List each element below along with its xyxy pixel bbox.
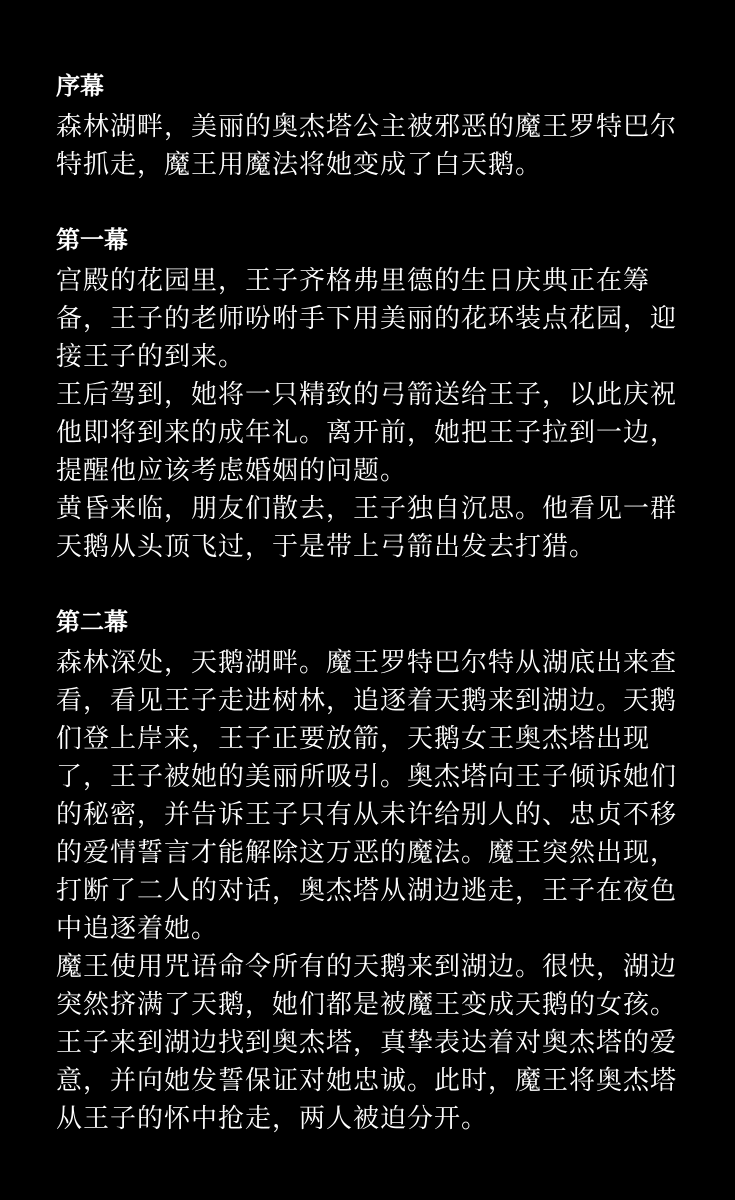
act-paragraph: 魔王使用咒语命令所有的天鹅来到湖边。很快，湖边突然挤满了天鹅，她们都是被魔王变成天鹅的女孩。王子来到湖边找到奥杰塔，真挚表达着对奥杰塔的爱意，并向她发誓保证对她忠诚。此时，魔王将奥杰塔从王子的怀中抢走，两人被迫分开。 xyxy=(56,952,678,1134)
act-paragraph: 王后驾到，她将一只精致的弓箭送给王子，以此庆祝他即将到来的成年礼。离开前，她把王子拉到一边，提醒他应该考虑婚姻的问题。 xyxy=(56,380,678,486)
act-prologue xyxy=(56,64,687,184)
act-paragraph: 森林深处，天鹅湖畔。魔王罗特巴尔特从湖底出来查看，看见王子走进树林，追逐着天鹅来到湖边。天鹅们登上岸来，王子正要放箭，天鹅女王奥杰塔出现了，王子被她的美丽所吸引。奥杰塔向王子倾诉她们的秘密，并告诉王子只有从未许给别人的、忠贞不移的爱情誓言才能解除这万恶的魔法。魔王突然出现，打断了二人的对话，奥杰塔从湖边逃走，王子在夜色中追逐着她。 xyxy=(56,648,678,944)
act-title: 第一幕 xyxy=(56,226,128,254)
act-one xyxy=(56,218,687,566)
act-paragraph: 森林湖畔，美丽的奥杰塔公主被邪恶的魔王罗特巴尔特抓走，魔王用魔法将她变成了白天鹅。 xyxy=(56,112,678,180)
act-title: 第二幕 xyxy=(56,608,128,636)
act-title: 序幕 xyxy=(56,72,104,100)
act-paragraph: 宫殿的花园里，王子齐格弗里德的生日庆典正在筹备，王子的老师吩咐手下用美丽的花环装点花园，迎接王子的到来。 xyxy=(56,266,678,372)
act-two xyxy=(56,600,687,1138)
act-paragraph: 黄昏来临，朋友们散去，王子独自沉思。他看见一群天鹅从头顶飞过，于是带上弓箭出发去打猎。 xyxy=(56,494,678,562)
